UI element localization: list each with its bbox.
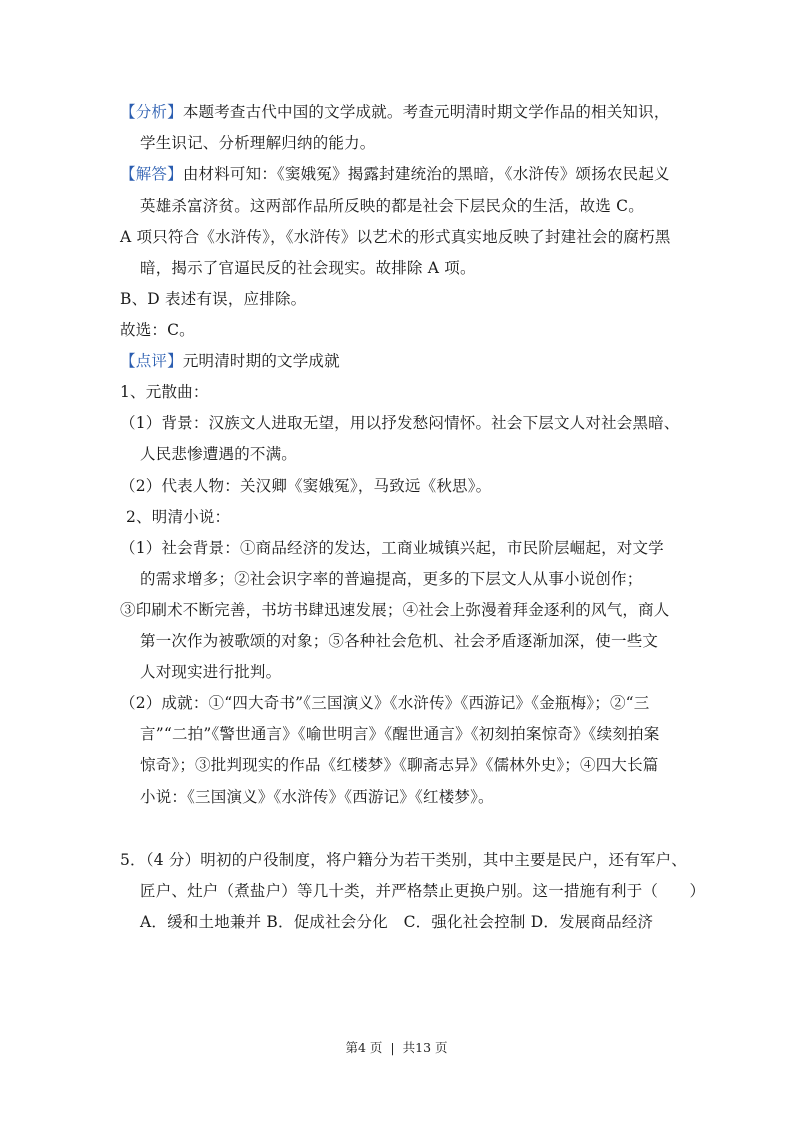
comment-line-9: 第一次作为被歌颂的对象；⑤各种社会危机、社会矛盾逐渐加深，使一些文 xyxy=(140,632,659,650)
answer-text: 由材料可知：《窦娥冤》揭露封建统治的黑暗，《水浒传》颂扬农民起义 xyxy=(182,165,670,183)
question5-options: A．缓和土地兼并 B．促成社会分化 C．强化社会控制 D．发展商品经济 xyxy=(140,913,654,931)
comment-tag: 【点评】 xyxy=(120,352,183,370)
comment-line-2: （1）背景：汉族文人进取无望，用以抒发愁闷情怀。社会下层文人对社会黑暗、 xyxy=(120,414,680,432)
comment-line-8: ③印刷术不断完善，书坊书肆迅速发展；④社会上弥漫着拜金逐利的风气，商人 xyxy=(120,601,670,619)
answer-line-5: B、D 表述有误，应排除。 xyxy=(120,290,307,308)
comment-line-12: 言”“二拍”《警世通言》《喻世明言》《醒世通言》《初刻拍案惊奇》《续刻拍案 xyxy=(140,725,660,743)
answer-line-4: 暗，揭示了官逼民反的社会现实。故排除 A 项。 xyxy=(140,259,476,277)
answer-line-2: 英雄杀富济贫。这两部作品所反映的都是社会下层民众的生活，故选 C。 xyxy=(140,197,644,215)
answer-line-3: A 项只符合《水浒传》，《水浒传》以艺术的形式真实地反映了封建社会的腐朽黑 xyxy=(120,228,671,246)
page-footer xyxy=(0,1038,793,1056)
comment-line-13: 惊奇》；③批判现实的作品《红楼梦》《聊斋志异》《儒林外史》；④四大长篇 xyxy=(140,756,659,774)
comment-line-6: （1）社会背景：①商品经济的发达，工商业城镇兴起，市民阶层崛起，对文学 xyxy=(120,539,664,557)
footer-current-page: 第4 页 xyxy=(345,1040,383,1055)
question5-line-2: 匠户、灶户（煮盐户）等几十类，并严格禁止更换户别。这一措施有利于（ ） xyxy=(140,882,706,900)
footer-total-pages: 共13 页 xyxy=(402,1040,448,1055)
footer-separator: | xyxy=(390,1040,395,1055)
analysis-line-2: 学生识记、分析理解归纳的能力。 xyxy=(140,134,376,152)
comment-line-10: 人对现实进行批判。 xyxy=(140,663,282,681)
answer-line-6: 故选：C。 xyxy=(120,321,195,339)
comment-line-title xyxy=(120,350,340,372)
comment-title: 元明清时期的文学成就 xyxy=(182,352,340,370)
question5-line-1: 5．（4 分）明初的户役制度，将户籍分为若干类别，其中主要是民户，还有军户、 xyxy=(120,851,688,869)
analysis-tag: 【分析】 xyxy=(120,103,183,121)
answer-line-1 xyxy=(120,163,670,185)
comment-line-1: 1、元散曲： xyxy=(120,383,209,401)
comment-line-14: 小说：《三国演义》《水浒传》《西游记》《红楼梦》。 xyxy=(140,788,494,806)
comment-line-5: 2、明清小说： xyxy=(126,508,231,526)
comment-line-3: 人民悲惨遭遇的不满。 xyxy=(140,445,298,463)
comment-line-4: （2）代表人物：关汉卿《窦娥冤》，马致远《秋思》。 xyxy=(120,477,492,495)
comment-line-11: （2）成就：①“四大奇书”《三国演义》《水浒传》《西游记》《金瓶梅》；②“三 xyxy=(120,694,650,712)
analysis-line-1 xyxy=(120,101,670,123)
answer-tag: 【解答】 xyxy=(120,165,183,183)
comment-line-7: 的需求增多；②社会识字率的普遍提高，更多的下层文人从事小说创作； xyxy=(140,570,643,588)
analysis-text: 本题考查古代中国的文学成就。考查元明清时期文学作品的相关知识， xyxy=(182,103,670,121)
